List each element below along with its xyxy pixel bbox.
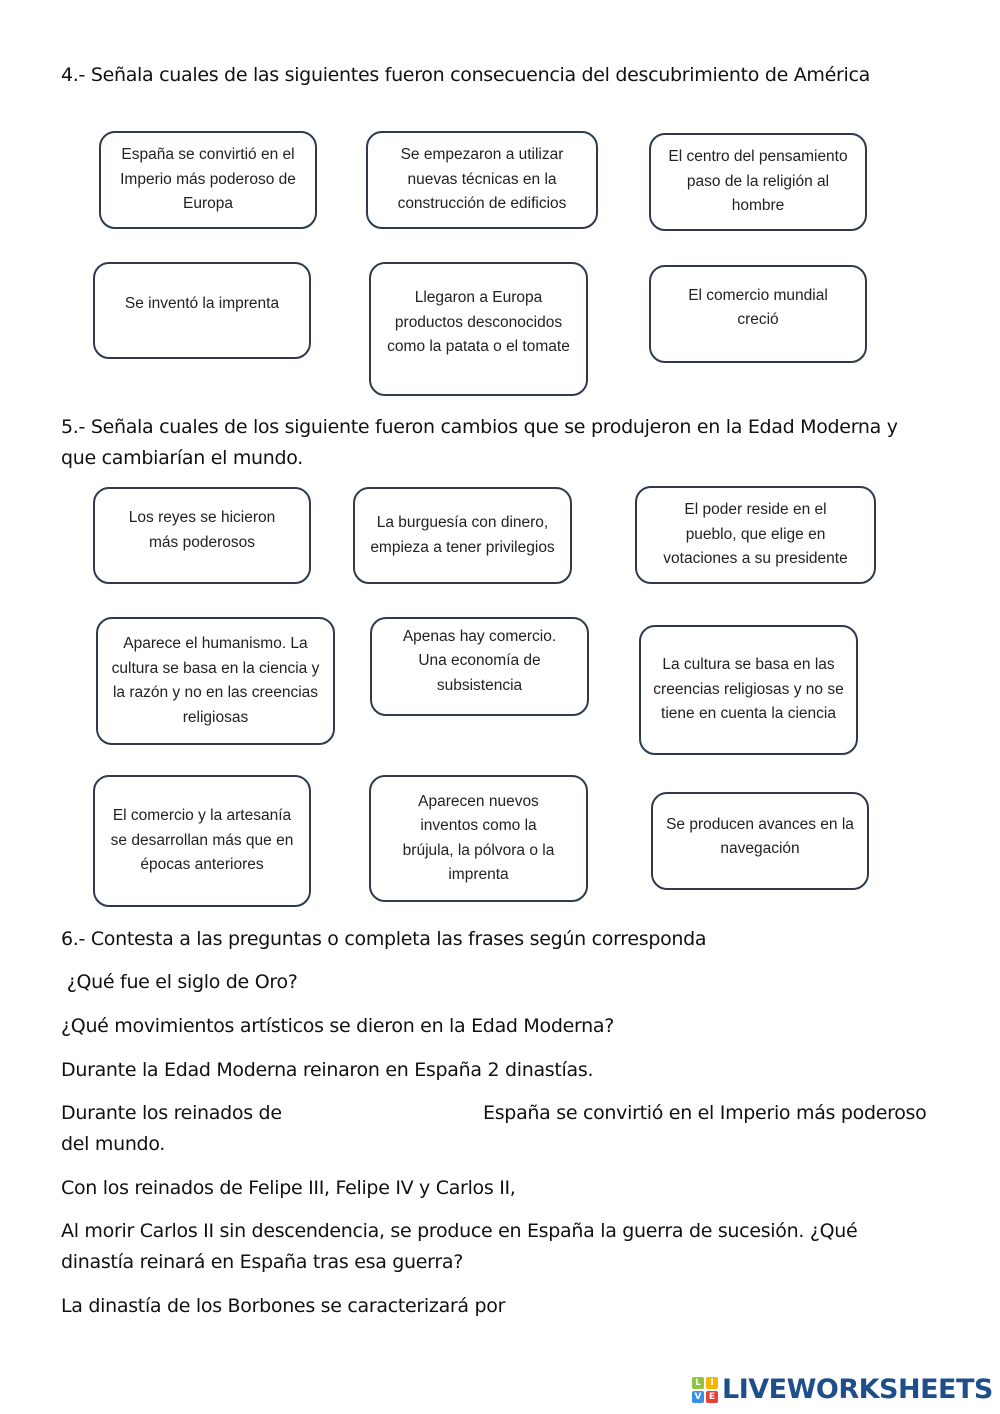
logo-tile: I <box>706 1377 718 1389</box>
question-4: 4.- Señala cuales de las siguientes fueron consecuencia del descubrimiento de América <box>61 64 870 86</box>
liveworksheets-logo <box>692 1374 993 1405</box>
logo-text: LIVEWORKSHEETS <box>722 1374 993 1405</box>
answer-option-5-7[interactable] <box>93 775 311 907</box>
answer-option-5-5[interactable] <box>370 617 589 716</box>
answer-option-5-1[interactable] <box>93 487 311 584</box>
answer-option-5-2[interactable] <box>353 487 572 584</box>
sentence-borbones: La dinastía de los Borbones se caracterizará por <box>61 1295 506 1317</box>
statement-dinastias: Durante la Edad Moderna reinaron en España 2 dinastías. <box>61 1059 594 1081</box>
option-text: Aparecen nuevos inventos como la brújula, la pólvora o la imprenta <box>402 792 555 883</box>
question-siglo-de-oro: ¿Qué fue el siglo de Oro? <box>61 971 298 993</box>
answer-option-4-1[interactable] <box>99 131 317 229</box>
option-text: El comercio y la artesanía se desarrollan más que en épocas anteriores <box>110 807 294 874</box>
question-6-title: 6.- Contesta a las preguntas o completa las frases según corresponda <box>61 928 707 950</box>
sentence-felipe-carlos: Con los reinados de Felipe III, Felipe IV y Carlos II, <box>61 1177 516 1199</box>
answer-option-5-3[interactable] <box>635 486 876 584</box>
option-text: Los reyes se hicieron más poderosos <box>128 509 276 551</box>
answer-option-4-3[interactable] <box>649 133 867 231</box>
sentence-reinados-part3: del mundo. <box>61 1133 166 1155</box>
option-text: Se producen avances en la navegación <box>666 815 854 857</box>
option-text: España se convirtió en el Imperio más poderoso de Europa <box>120 146 296 213</box>
question-movimientos-artisticos: ¿Qué movimientos artísticos se dieron en la Edad Moderna? <box>61 1015 615 1037</box>
answer-option-5-9[interactable] <box>651 792 869 890</box>
answer-option-5-6[interactable] <box>639 625 858 755</box>
answer-option-5-8[interactable] <box>369 775 588 902</box>
option-text: Apenas hay comercio. Una economía de subsistencia <box>402 627 557 694</box>
logo-tiles-icon <box>692 1377 718 1403</box>
logo-tile: V <box>692 1391 704 1403</box>
question-5: 5.- Señala cuales de los siguiente fueron cambios que se produjeron en la Edad Moderna y que cambiarían el mundo. <box>61 416 898 469</box>
answer-option-4-4[interactable] <box>93 262 311 359</box>
option-text: Llegaron a Europa productos desconocidos como la patata o el tomate <box>387 289 570 356</box>
option-text: El poder reside en el pueblo, que elige en votaciones a su presidente <box>663 501 848 568</box>
sentence-reinados-part1: Durante los reinados de <box>61 1102 282 1124</box>
option-text: Se empezaron a utilizar nuevas técnicas en la construcción de edificios <box>397 146 567 213</box>
option-text: El centro del pensamiento paso de la religión al hombre <box>668 148 848 215</box>
answer-option-4-5[interactable] <box>369 262 588 396</box>
option-text: El comercio mundial creció <box>688 286 828 328</box>
question-guerra-sucesion-line2: dinastía reinará en España tras esa guerra? <box>61 1251 464 1273</box>
logo-tile: E <box>706 1391 718 1403</box>
option-text: Se inventó la imprenta <box>124 295 280 313</box>
option-text: La cultura se basa en las creencias religiosas y no se tiene en cuenta la ciencia <box>653 656 844 723</box>
answer-option-4-6[interactable] <box>649 265 867 363</box>
answer-option-4-2[interactable] <box>366 131 598 229</box>
sentence-reinados-part2: España se convirtió en el Imperio más poderoso <box>483 1102 927 1124</box>
option-text: La burguesía con dinero, empieza a tener privilegios <box>370 514 555 556</box>
answer-option-5-4[interactable] <box>96 617 335 745</box>
question-guerra-sucesion-line1: Al morir Carlos II sin descendencia, se produce en España la guerra de sucesión. ¿Qué <box>61 1220 858 1242</box>
option-text: Aparece el humanismo. La cultura se basa en la ciencia y la razón y no en las creencias religiosas <box>111 635 320 726</box>
logo-tile: L <box>692 1377 704 1389</box>
